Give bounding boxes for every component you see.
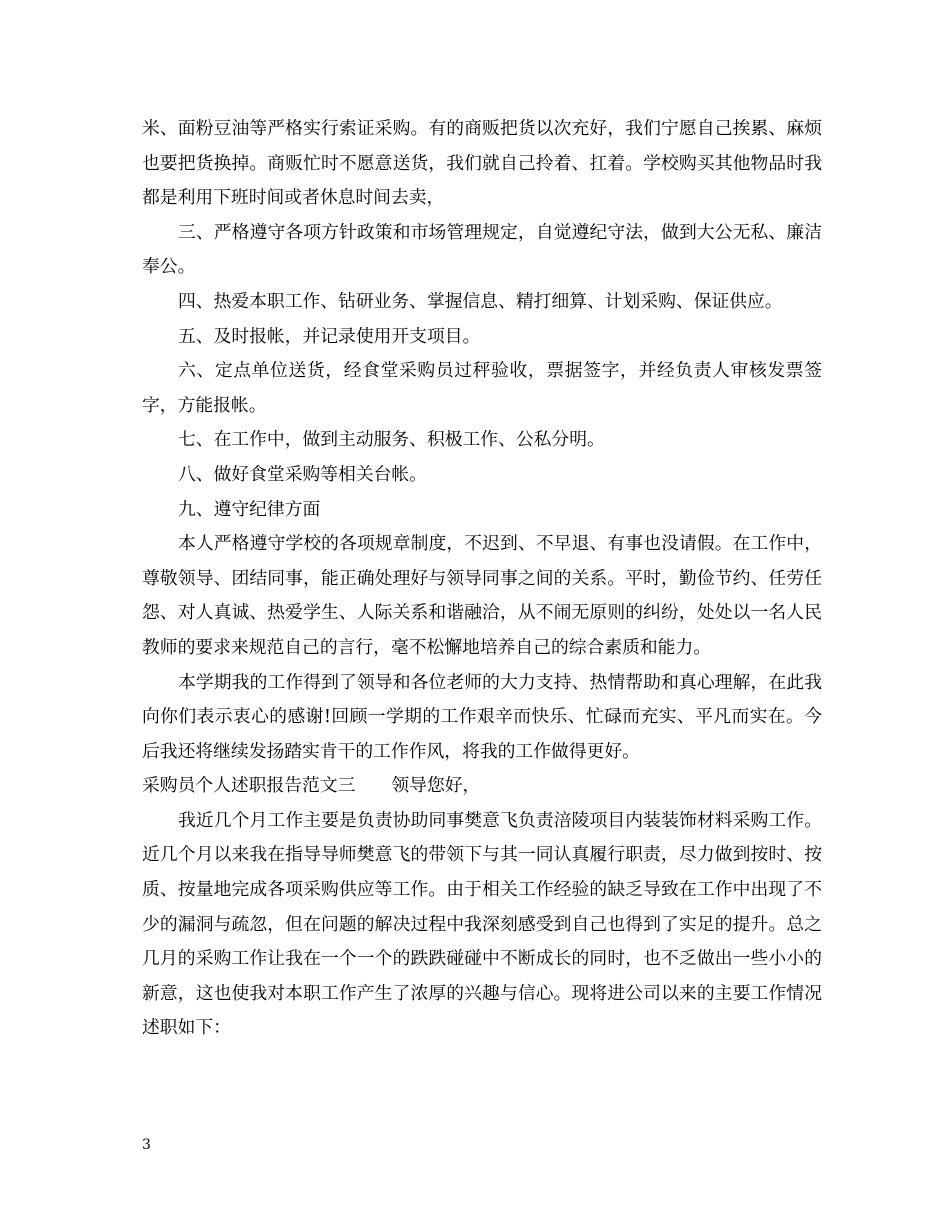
paragraph-item-4: 四、热爱本职工作、钻研业务、掌握信息、精打细算、计划采购、保证供应。 [178,290,783,312]
paragraph-item-9: 九、遵守纪律方面 [178,498,321,520]
paragraph-item-5: 五、及时报帐，并记录使用开支项目。 [178,325,481,347]
section-title: 采购员个人述职报告范文三 [142,775,356,797]
paragraph-discipline: 本人严格遵守学校的各项规章制度，不迟到、不早退、有事也没请假。在工作中，尊敬领导、团结同事，能正确处理好与领导同事之间的关系。平时，勤俭节约、任劳任怨、对人真诚、热爱学生、人际关系和谐融洽，从不闹无原则的纠纷，处处以一名人民教师的要求来规范自己的言行，毫不松懈地培养自己的综合素质和能力。 [142,533,822,658]
paragraph-item-8: 八、做好食堂采购等相关台帐。 [178,463,427,485]
section-greeting: 领导您好， [391,775,481,797]
paragraph-thanks: 本学期我的工作得到了领导和各位老师的大力支持、热情帮助和真心理解，在此我向你们表示衷心的感谢!回顾一学期的工作艰辛而快乐、忙碌而充实、平凡而实在。今后我还将继续发扬踏实肯干的工作作风，将我的工作做得更好。 [142,671,822,762]
paragraph-item-3: 三、严格遵守各项方针政策和市场管理规定，自觉遵纪守法，做到大公无私、廉洁奉公。 [142,221,822,278]
paragraph-report-intro: 我近几个月工作主要是负责协助同事樊意飞负责涪陵项目内装装饰材料采购工作。近几个月以来我在指导导师樊意飞的带领下与其一同认真履行职责，尽力做到按时、按质、按量地完成各项采购供应等工作。由于相关工作经验的缺乏导致在工作中出现了不少的漏洞与疏忽，但在问题的解决过程中我深刻感受到自己也得到了实足的提升。总之几月的采购工作让我在一个一个的跌跌碰碰中不断成长的同时，也不乏做出一些小小的新意，这也使我对本职工作产生了浓厚的兴趣与信心。现将进公司以来的主要工作情况述职如下： [142,809,822,1039]
paragraph-purchasing-continuation: 米、面粉豆油等严格实行索证采购。有的商贩把货以次充好，我们宁愿自己挨累、麻烦也要把货换掉。商贩忙时不愿意送货，我们就自己拎着、扛着。学校购买其他物品时我都是利用下班时间或者休息时间去卖， [142,118,822,209]
section-heading [142,769,822,804]
paragraph-item-7: 七、在工作中，做到主动服务、积极工作、公私分明。 [178,429,605,451]
page-number: 3 [142,1137,151,1153]
paragraph-item-6: 六、定点单位送货，经食堂采购员过秤验收，票据签字，并经负责人审核发票签字，方能报帐。 [142,360,822,416]
document-body [142,112,822,1046]
